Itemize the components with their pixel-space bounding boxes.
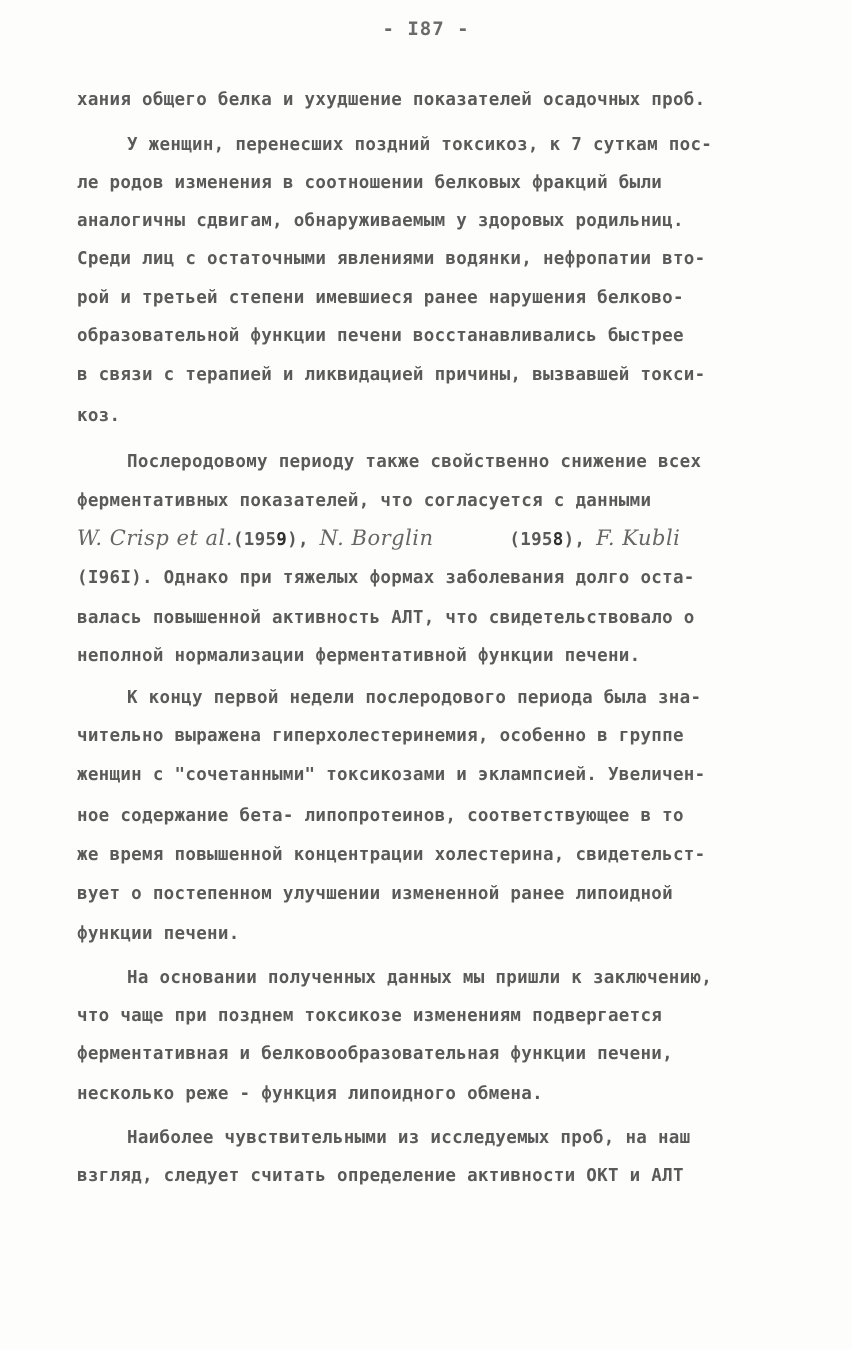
text-line: валась повышенной активность АЛТ, что свидетельствовало о	[77, 608, 695, 628]
text-line: На основании полученных данных мы пришли к заключению,	[127, 968, 713, 988]
handwritten-author-borglin: N. Borglin	[319, 526, 434, 550]
text-line: хания общего белка и ухудшение показателей осадочных проб.	[77, 90, 706, 110]
text-line: в связи с терапией и ликвидацией причины, вызвавшей токси-	[77, 365, 706, 385]
text-line: ле родов изменения в соотношении белковых фракций были	[77, 173, 663, 193]
year-open-1: (195	[232, 530, 277, 550]
text-line: ферментативных показателей, что согласуется с данными	[77, 491, 652, 511]
text-line: функции печени.	[77, 924, 240, 944]
text-line: неполной нормализации ферментативной функции печени.	[77, 646, 641, 666]
text-line: (I96I). Однако при тяжелых формах заболевания долго оста-	[77, 568, 695, 588]
text-line: коз.	[77, 406, 121, 426]
text-line: образовательной функции печени восстанавливались быстрее	[77, 326, 684, 346]
text-line: ное содержание бета- липопротеинов, соответствующее в то	[77, 806, 684, 826]
text-line: аналогичны сдвигам, обнаруживаемым у здоровых родильниц.	[77, 211, 684, 231]
text-line: женщин с "сочетанными" токсикозами и эклампсией. Увеличен-	[77, 765, 706, 785]
text-line: Послеродовому периоду также свойственно снижение всех	[127, 452, 702, 472]
text-line: же время повышенной концентрации холестерина, свидетельст-	[77, 845, 706, 865]
year-digit-1: 9	[276, 530, 288, 550]
year-close-1: ),	[287, 530, 309, 550]
text-line: что чаще при позднем токсикозе изменениям подвергается	[77, 1006, 663, 1026]
text-line: К концу первой недели послеродового периода была зна-	[127, 688, 702, 708]
year-digit-2: 8	[552, 530, 564, 550]
year-open-2: (195	[509, 530, 553, 550]
handwritten-author-crisp: W. Crisp et al.	[77, 526, 233, 550]
citation-line	[77, 528, 680, 550]
text-line: ферментативная и белковообразовательная функции печени,	[77, 1044, 673, 1064]
text-line: несколько реже - функция липоидного обмена.	[77, 1084, 543, 1104]
text-line: чительно выражена гиперхолестеринемия, особенно в группе	[77, 726, 684, 746]
page-number: - I87 -	[382, 18, 470, 40]
text-line: взгляд, следует считать определение активности ОКТ и АЛТ	[77, 1166, 684, 1186]
year-close-2: ),	[563, 530, 586, 550]
text-line: У женщин, перенесших поздний токсикоз, к 7 суткам пос-	[127, 135, 713, 155]
text-line: вует о постепенном улучшении измененной ранее липоидной	[77, 884, 673, 904]
handwritten-author-kubli: F. Kubli	[596, 526, 681, 550]
text-line: Наиболее чувствительными из исследуемых проб, на наш	[127, 1128, 691, 1148]
text-line: Среди лиц с остаточными явлениями водянки, нефропатии вто-	[77, 249, 706, 269]
text-line: рой и третьей степени имевшиеся ранее нарушения белково-	[77, 288, 684, 308]
